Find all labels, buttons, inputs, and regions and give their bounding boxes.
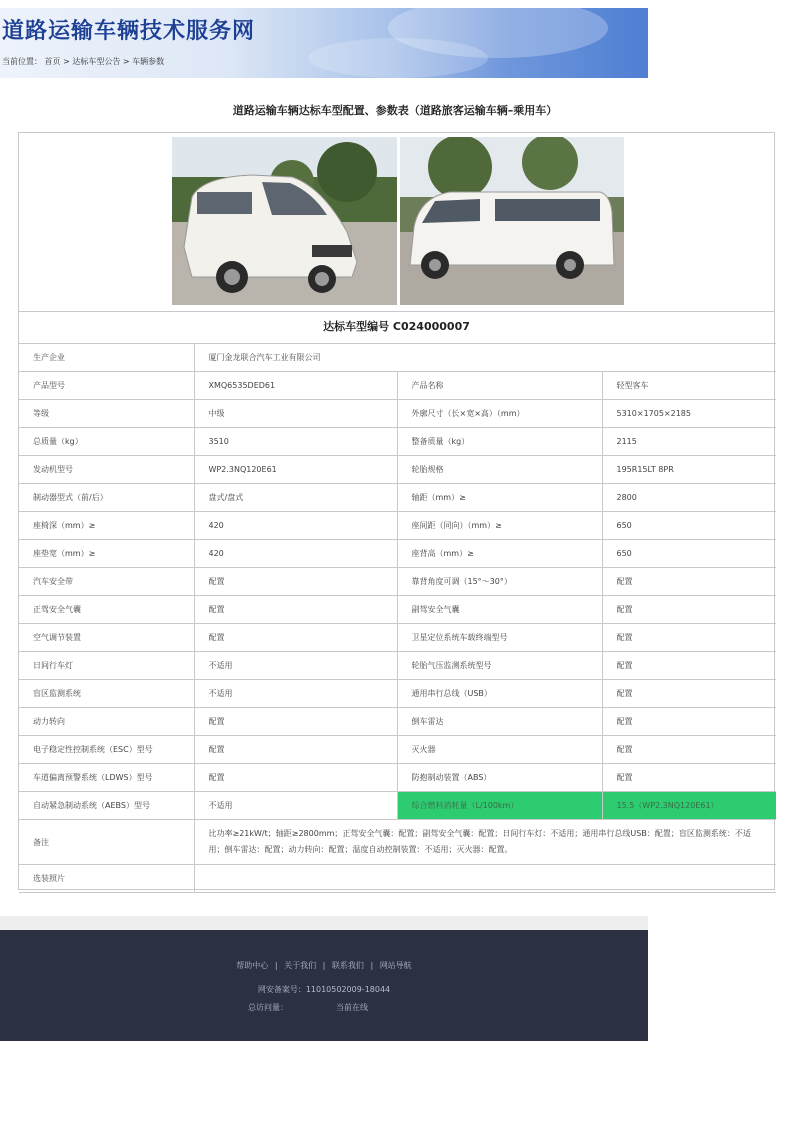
banner-decoration: [308, 38, 488, 78]
footer-online-count: 当前在线: [336, 1003, 368, 1012]
table-row: [19, 456, 776, 484]
breadcrumb-home-link[interactable]: 首页: [44, 57, 61, 66]
table-row: [19, 484, 776, 512]
footer-link-about[interactable]: 关于我们: [284, 961, 317, 970]
spec-value: 配置: [194, 624, 397, 652]
table-row: [19, 428, 776, 456]
spec-value: 配置: [194, 568, 397, 596]
value-manufacturer: 厦门金龙联合汽车工业有限公司: [194, 344, 776, 372]
spec-value: 配置: [194, 736, 397, 764]
spec-value: 轻型客车: [602, 372, 776, 400]
vehicle-photo-side[interactable]: [400, 137, 624, 305]
table-row: [19, 400, 776, 428]
spec-value: 不适用: [194, 652, 397, 680]
footer: [0, 930, 648, 1041]
spec-label: 综合燃料消耗量（L/100km）: [397, 792, 602, 820]
spec-table: [19, 343, 776, 893]
spec-value: XMQ6535DED61: [194, 372, 397, 400]
spec-label: 盲区监测系统: [19, 680, 194, 708]
spec-value: 195R15LT 8PR: [602, 456, 776, 484]
spec-label: 座垫宽（mm）≥: [19, 540, 194, 568]
spec-value: 15.5（WP2.3NQ120E61）: [602, 792, 776, 820]
table-row: [19, 624, 776, 652]
vehicle-photo-front[interactable]: [172, 137, 397, 305]
spec-value: 2115: [602, 428, 776, 456]
spec-label: 总质量（kg）: [19, 428, 194, 456]
model-code: 达标车型编号 C024000007: [19, 311, 774, 344]
table-row: [19, 652, 776, 680]
table-row: [19, 792, 776, 820]
footer-link-contact[interactable]: 联系我们: [331, 961, 364, 970]
table-row: [19, 764, 776, 792]
table-row: [19, 865, 776, 893]
spec-value: 650: [602, 540, 776, 568]
spec-label: 电子稳定性控制系统（ESC）型号: [19, 736, 194, 764]
spec-label: 制动器型式（前/后）: [19, 484, 194, 512]
spec-label: 等级: [19, 400, 194, 428]
footer-separator: |: [322, 961, 326, 970]
spec-label: 倒车雷达: [397, 708, 602, 736]
table-row: [19, 540, 776, 568]
spec-label: 座间距（同向）（mm）≥: [397, 512, 602, 540]
spec-value: 650: [602, 512, 776, 540]
label-remark: 备注: [19, 820, 194, 865]
spec-value: 中级: [194, 400, 397, 428]
spec-value: 盘式/盘式: [194, 484, 397, 512]
spec-value: 不适用: [194, 792, 397, 820]
spec-label: 靠背角度可调（15°～30°）: [397, 568, 602, 596]
spec-label: 汽车安全带: [19, 568, 194, 596]
table-row: [19, 512, 776, 540]
breadcrumb-prefix: 当前位置：: [2, 57, 42, 66]
page-title: 道路运输车辆达标车型配置、参数表（道路旅客运输车辆–乘用车）: [232, 104, 558, 117]
breadcrumb-separator: >: [122, 57, 130, 66]
breadcrumb: [2, 56, 164, 67]
spec-value: 3510: [194, 428, 397, 456]
table-row: [19, 680, 776, 708]
spec-label: 自动紧急制动系统（AEBS）型号: [19, 792, 194, 820]
spec-label: 整备质量（kg）: [397, 428, 602, 456]
table-row: [19, 708, 776, 736]
label-optional-photos: 选装照片: [19, 865, 194, 893]
spec-label: 灭火器: [397, 736, 602, 764]
footer-separator: |: [274, 961, 278, 970]
label-manufacturer: 生产企业: [19, 344, 194, 372]
spec-value: WP2.3NQ120E61: [194, 456, 397, 484]
spec-label: 轮胎规格: [397, 456, 602, 484]
spec-label: 车道偏离预警系统（LDWS）型号: [19, 764, 194, 792]
spec-sheet: [18, 132, 775, 890]
spec-label: 产品名称: [397, 372, 602, 400]
spec-label: 防抱制动装置（ABS）: [397, 764, 602, 792]
spec-label: 座背高（mm）≥: [397, 540, 602, 568]
spec-value: 不适用: [194, 680, 397, 708]
table-row: [19, 568, 776, 596]
breadcrumb-section-link[interactable]: 达标车型公告: [72, 57, 121, 66]
spec-value: 配置: [194, 708, 397, 736]
table-row: [19, 820, 776, 865]
spec-value: 420: [194, 540, 397, 568]
table-row: [19, 736, 776, 764]
spec-label: 正驾安全气囊: [19, 596, 194, 624]
table-row: [19, 596, 776, 624]
spec-value: 配置: [602, 568, 776, 596]
footer-link-help[interactable]: 帮助中心: [236, 961, 269, 970]
value-optional-photos: [194, 865, 776, 893]
spec-value: 配置: [602, 764, 776, 792]
site-title[interactable]: 道路运输车辆技术服务网: [2, 19, 256, 44]
spec-label: 空气调节装置: [19, 624, 194, 652]
footer-divider: [0, 916, 648, 930]
spec-label: 副驾安全气囊: [397, 596, 602, 624]
table-row: [19, 372, 776, 400]
spec-label: 轮胎气压监测系统型号: [397, 652, 602, 680]
table-row: [19, 344, 776, 372]
value-remark: 比功率≥21kW/t；轴距≥2800mm；正驾安全气囊：配置；副驾安全气囊：配置；日间行车灯：不适用；通用串行总线USB：配置；盲区监测系统：不适用；倒车雷达：配置；动力转向：配置；温度自动控制装置：不适用；灭火器：配置。: [194, 820, 776, 865]
spec-value: 5310×1705×2185: [602, 400, 776, 428]
spec-label: 通用串行总线（USB）: [397, 680, 602, 708]
breadcrumb-separator: >: [63, 57, 70, 66]
spec-value: 配置: [194, 764, 397, 792]
vehicle-photos: [19, 133, 774, 312]
footer-icp: 网安备案号：11010502009-18044: [257, 985, 391, 994]
spec-label: 日间行车灯: [19, 652, 194, 680]
spec-label: 座椅深（mm）≥: [19, 512, 194, 540]
spec-value: 配置: [602, 652, 776, 680]
breadcrumb-current: 车辆参数: [132, 57, 165, 66]
spec-value: 420: [194, 512, 397, 540]
spec-label: 产品型号: [19, 372, 194, 400]
spec-label: 动力转向: [19, 708, 194, 736]
site-banner: [0, 8, 648, 78]
spec-value: 2800: [602, 484, 776, 512]
spec-label: 轴距（mm）≥: [397, 484, 602, 512]
spec-label: 发动机型号: [19, 456, 194, 484]
spec-value: 配置: [194, 596, 397, 624]
footer-visit-count: 总访问量：: [248, 1003, 288, 1012]
spec-value: 配置: [602, 736, 776, 764]
spec-value: 配置: [602, 708, 776, 736]
footer-links: [0, 960, 648, 971]
spec-label: 卫星定位系统车载终端型号: [397, 624, 602, 652]
spec-value: 配置: [602, 624, 776, 652]
spec-value: 配置: [602, 680, 776, 708]
spec-label: 外廓尺寸（长×宽×高）（mm）: [397, 400, 602, 428]
spec-value: 配置: [602, 596, 776, 624]
footer-separator: |: [370, 961, 374, 970]
footer-link-sitemap[interactable]: 网站导航: [379, 961, 412, 970]
